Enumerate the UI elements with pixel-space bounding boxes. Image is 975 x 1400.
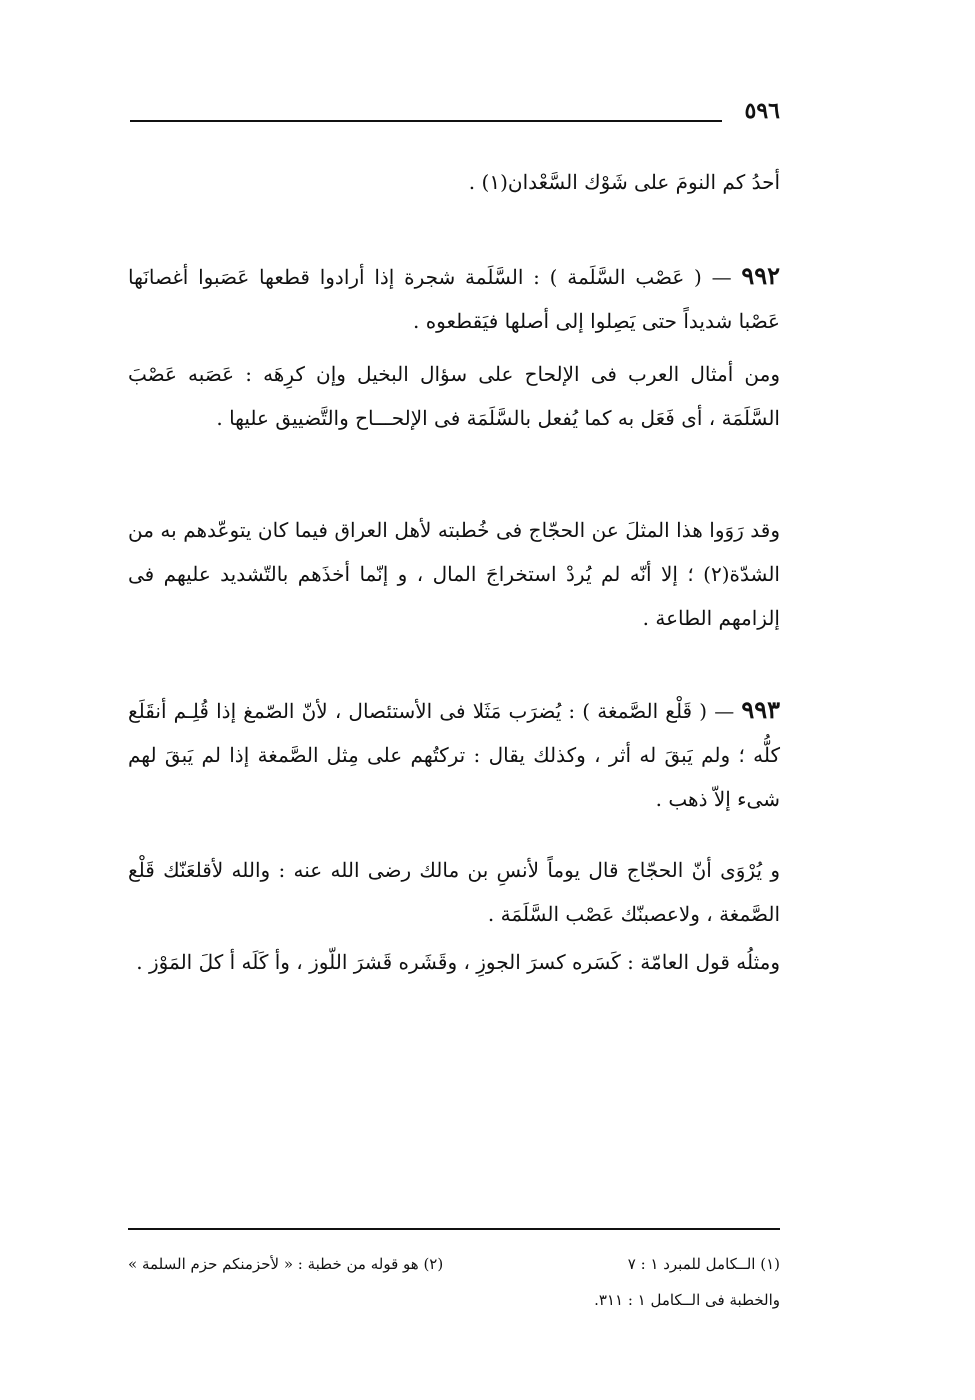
paragraph: ومثلُه قول العامّة : كَسَره كسرَ الجوزِ ، وقَشَره قَشرَ اللّوز ، وأ كَلَه أ كلَ المَوْز .	[136, 950, 780, 974]
footnote-1: (١) الــكامل للمبرد ١ : ٧	[627, 1255, 780, 1273]
paragraph	[128, 688, 780, 821]
page-header	[130, 96, 780, 126]
paragraph: أحدُ كم النومَ على شَوْك السَّعْدان(١) .	[468, 170, 780, 194]
paragraph-block	[128, 848, 780, 936]
paragraph-block	[128, 508, 780, 640]
footnote-2-continued: والخطبة فى الــكامل ١ : ٣١١.	[594, 1291, 780, 1309]
entry-number: ٩٩٣	[741, 695, 780, 724]
entry-993	[128, 688, 780, 821]
paragraph	[128, 254, 780, 343]
paragraph: و يُرْوَى أنّ الحجّاج قال يوماً لأنسِ بن مالك رضى الله عنه : والله لأقلعَنّك قَلْع الصَّمغة ، ولاعصبنّك عَصْب السَّلَمَة .	[128, 858, 780, 926]
footnote-rule	[128, 1228, 780, 1230]
header-rule	[130, 120, 722, 122]
paragraph: ومن أمثال العرب فى الإلحاح على سؤال البخيل وإن كرِهَه : عَصَبه عَصْبَ السَّلَمَة ، أى فَعَل به كما يُفعل بالسَّلَمَة فى الإلحـــاح والتَّضييق عليها .	[128, 362, 780, 430]
paragraph: وقد رَوَوا هذا المثلَ عن الحجّاج فى خُطبته لأهل العراق فيما كان يتوعّدهم به من الشدّة(٢) ؛ إلا أنّه لم يُردْ استخراجَ المال ، و إنّما أخذَهم بالتّشديد عليهم فى إلزامهم الطاعة .	[128, 518, 780, 630]
continuation-line	[128, 160, 780, 204]
entry-992	[128, 254, 780, 343]
footnote-row	[128, 1246, 780, 1282]
entry-number: ٩٩٢	[741, 261, 780, 290]
page-number: ٥٩٦	[744, 98, 780, 124]
paragraph-block	[128, 352, 780, 440]
paragraph-block	[128, 940, 780, 984]
footnote-2: (٢) هو قوله من خطبة : « لأحزمنكم حزم السلمة »	[128, 1255, 444, 1273]
entry-text: — ( قَلْع الصَّمغة ) : يُضرَب مَثَلا فى الأستئصال ، لأنّ الصّمغ إذا قُلِـم أنقَلَع كلُّه ؛ ولم يَبقَ له أثر ، وكذلك يقال : تركتُهم على مِثل الصَّمغة إذا لم يَبقَ لهم شىء إلاّ ذهب .	[128, 699, 780, 811]
footnotes	[128, 1246, 780, 1318]
entry-text: — ( عَصْب السَّلَمة ) : السَّلَمة شجرة إذا أرادوا قطعها عَصَبوا أغصانَها عَصْبا شديداً حتى يَصِلوا إلى أصلها فيَقطعوه .	[128, 265, 780, 333]
